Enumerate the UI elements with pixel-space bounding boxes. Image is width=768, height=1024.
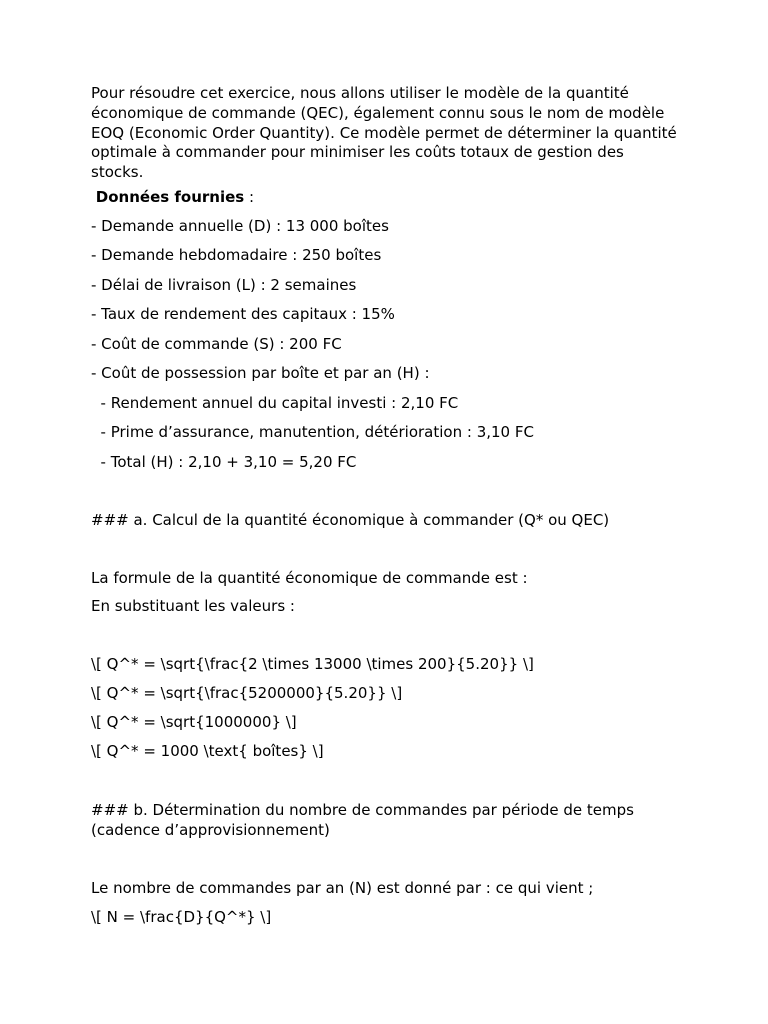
section-b-title: ### b. Détermination du nombre de commandes par période de temps (cadence d’approvisionnement) — [91, 801, 634, 840]
data-subitem: - Rendement annuel du capital investi : 2,10 FC — [91, 393, 459, 412]
data-item: - Taux de rendement des capitaux : 15% — [91, 305, 395, 324]
equation-line: \[ Q^* = \sqrt{1000000} \] — [91, 713, 297, 732]
document-page — [91, 84, 681, 927]
section-a-formula-intro: La formule de la quantité économique de commande est : — [91, 568, 528, 587]
intro-paragraph: Pour résoudre cet exercice, nous allons utiliser le modèle de la quantité économique de commande (QEC), également connu sous le nom de modèle EOQ (Economic Order Quantity). Ce modèle permet de déterminer la quantité optimale à commander pour minimiser les coûts totaux de gestion des stocks. — [91, 84, 677, 181]
equation-line: \[ Q^* = \sqrt{\frac{2 \times 13000 \times 200}{5.20}} \] — [91, 655, 534, 674]
equation-line: \[ Q^* = 1000 \text{ boîtes} \] — [91, 742, 324, 761]
section-b-text: Le nombre de commandes par an (N) est donné par : ce qui vient ; — [91, 879, 594, 898]
data-item: - Demande annuelle (D) : 13 000 boîtes — [91, 216, 389, 235]
data-item: - Délai de livraison (L) : 2 semaines — [91, 275, 357, 294]
equation-line: \[ N = \frac{D}{Q^*} \] — [91, 908, 272, 927]
section-a-substitution: En substituant les valeurs : — [91, 597, 295, 616]
data-item: - Coût de commande (S) : 200 FC — [91, 334, 342, 353]
data-subitem: - Prime d’assurance, manutention, détérioration : 3,10 FC — [91, 423, 534, 442]
equation-line: \[ Q^* = \sqrt{\frac{5200000}{5.20}} \] — [91, 684, 403, 703]
data-item: - Coût de possession par boîte et par an (H) : — [91, 364, 430, 383]
data-heading — [91, 188, 681, 207]
data-item: - Demande hebdomadaire : 250 boîtes — [91, 246, 382, 265]
data-heading-label: Données fournies — [95, 187, 245, 206]
data-subitem: - Total (H) : 2,10 + 3,10 = 5,20 FC — [91, 452, 357, 471]
data-heading-suffix: : — [244, 187, 255, 206]
section-a-title: ### a. Calcul de la quantité économique à commander (Q* ou QEC) — [91, 510, 610, 529]
